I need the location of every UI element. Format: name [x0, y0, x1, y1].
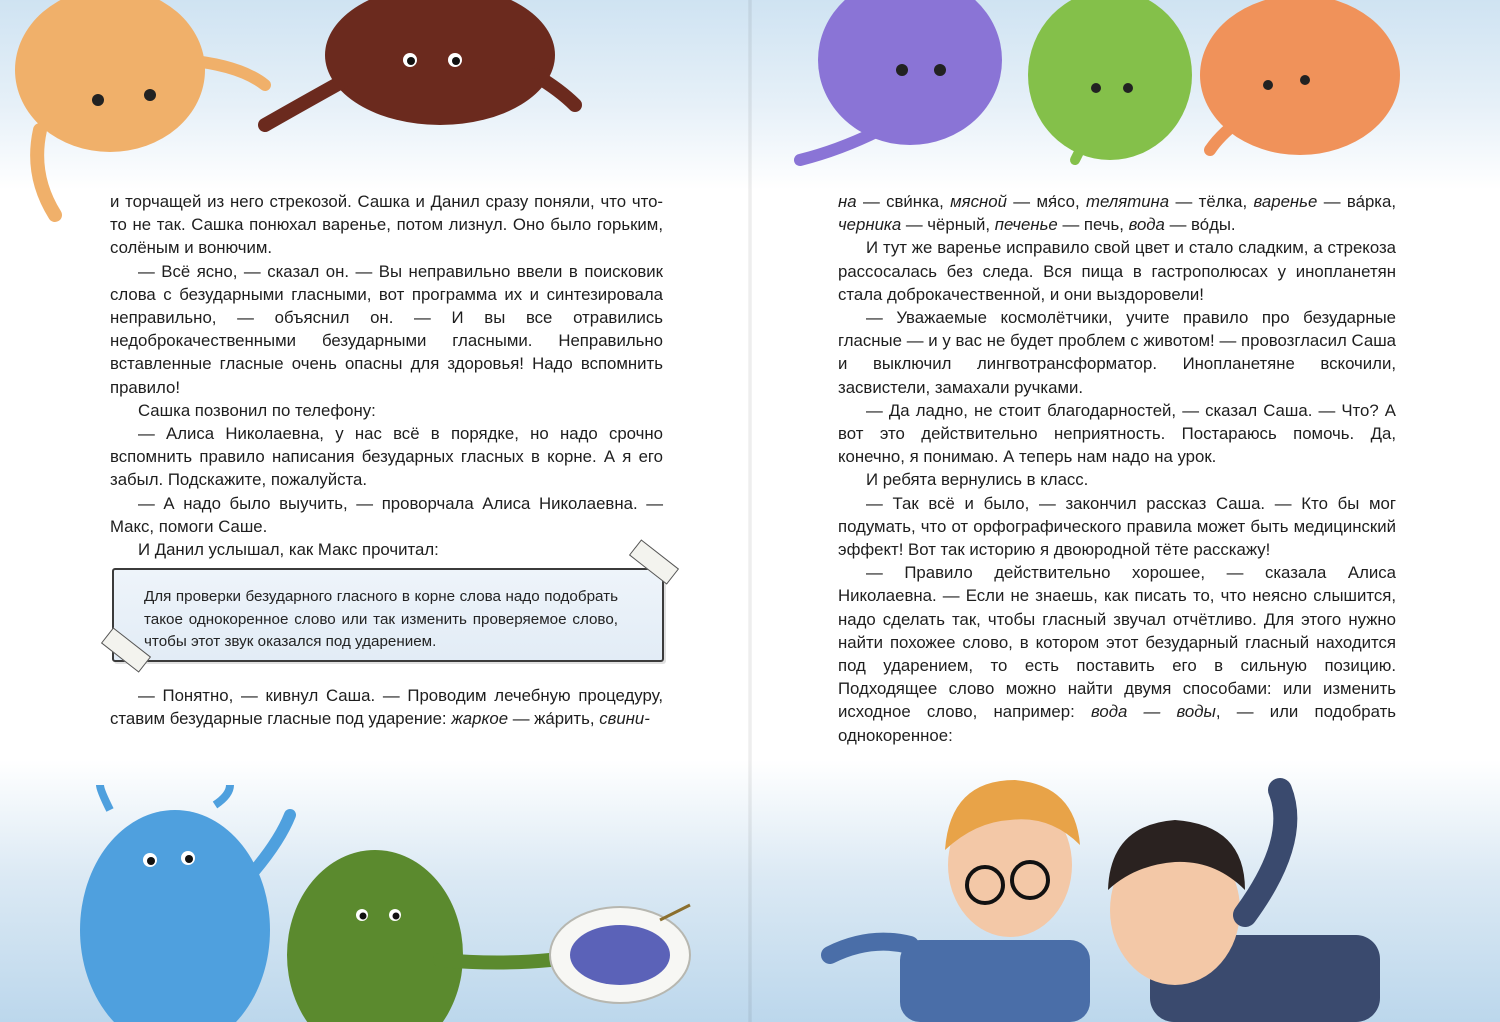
right-paragraph-5: И ребята вернулись в класс.	[866, 470, 1089, 490]
rule-note	[108, 562, 668, 668]
word-svinina-end: на	[838, 192, 857, 211]
left-paragraph-2: — Всё ясно, — сказал он. — Вы неправильно ввели в поисковик слова с безударными гласными, вот программа их и синтезировала неправильно, — объяснил он. — И вы все отравились недоброкачественными безударными гласными. Неправильно вставленные гласные очень опасны для здоровья! Надо вспомнить правило!	[110, 261, 663, 397]
right-paragraph-7	[838, 561, 1396, 747]
word-zharkoe-check: — жа́рить,	[508, 709, 600, 729]
left-paragraph-4: — Алиса Николаевна, у нас всё в порядке, но надо срочно вспомнить правило написания безударных гласных в корне. А я его забыл. Подскажите, пожалуйста.	[110, 424, 663, 490]
word-myasnoi: мясной	[950, 192, 1007, 211]
right-paragraph-3: — Уважаемые космолётчики, учите правило про безударные гласные — и у вас не будет проблем с животом! — провозгласил Саша и выключил лингвотрансформатор. Инопланетяне вскочили, засвистели, замахали ручками.	[838, 308, 1396, 397]
word-voda: вода	[1128, 215, 1165, 235]
word-pechenye: печенье	[994, 215, 1058, 235]
check-svinka: — сви́нка,	[856, 192, 951, 211]
left-paragraph-1: и торчащей из него стрекозой. Сашка и Данил сразу поняли, что что-то не так. Сашка понюхал варенье, потом лизнул. Оно было горьким, солёным и вонючим.	[110, 192, 663, 258]
right-paragraph-7-text: — Правило действительно хорошее, — сказала Алиса Николаевна. — Если не знаешь, как писать то, что неясно слышится, надо сделать так, чтобы гласный звучал отчётливо. Для этого нужно найти похожее слово, в котором этот безударный гласный находится под ударением, то есть поставить его в сильную позицию. Подходящее слово можно найти двумя способами: или изменить исходное слово, например:	[838, 563, 1396, 722]
check-vody: — во́ды.	[1164, 215, 1236, 235]
left-page-text-bottom	[110, 684, 663, 730]
rule-text: Для проверки безударного гласного в корне слова надо подобрать такое однокоренное слово или так изменить проверяемое слово, чтобы этот звук оказался под ударением.	[144, 588, 618, 651]
left-paragraph-7-text: — Понятно, — кивнул Саша. — Проводим лечебную процедуру, ставим безударные гласные под ударение:	[110, 686, 663, 729]
word-chernika: черника	[838, 215, 902, 235]
check-myaso: — мя́со,	[1006, 192, 1087, 211]
left-paragraph-7	[110, 684, 663, 730]
example-voda-vody: вода — воды	[1090, 702, 1216, 722]
right-page-text	[838, 190, 1396, 747]
right-paragraph-7-end: , — или подобрать однокоренное:	[838, 702, 1397, 745]
word-zharkoe: жаркое	[451, 709, 509, 729]
word-varenye: варенье	[1253, 192, 1318, 211]
left-paragraph-6: И Данил услышал, как Макс прочитал:	[138, 540, 439, 560]
right-paragraph-6: — Так всё и было, — закончил рассказ Саша. — Кто бы мог подумать, что от орфографического правила может быть медицинский эффект! Вот так историю я двоюродной тёте расскажу!	[838, 493, 1396, 560]
left-paragraph-3: Сашка позвонил по телефону:	[138, 400, 376, 420]
right-paragraph-2: И тут же варенье исправило свой цвет и стало сладким, а стрекоза рассосалась без следа. Вся пища в гастрополюсах у инопланетян стала доброкачественной, и они выздоровели!	[838, 238, 1396, 304]
check-telka: — тёлка,	[1169, 192, 1254, 211]
left-page-text	[110, 190, 663, 561]
left-paragraph-5: — А надо было выучить, — проворчала Алиса Николаевна. — Макс, помоги Саше.	[110, 493, 663, 536]
word-telyatina: телятина	[1086, 192, 1170, 211]
check-cherny: — чёрный,	[901, 215, 995, 235]
check-varka: — ва́рка,	[1317, 192, 1396, 211]
word-svinina-part: свини-	[599, 709, 650, 729]
right-paragraph-4: — Да ладно, не стоит благодарностей, — сказал Саша. — Что? А вот это действительно неприятность. Постараюсь помочь. Да, конечно, я понимаю. А теперь нам надо на урок.	[838, 400, 1396, 467]
right-paragraph-1	[838, 190, 1396, 236]
book-gutter	[748, 0, 752, 1022]
check-pech: — печь,	[1057, 215, 1129, 235]
